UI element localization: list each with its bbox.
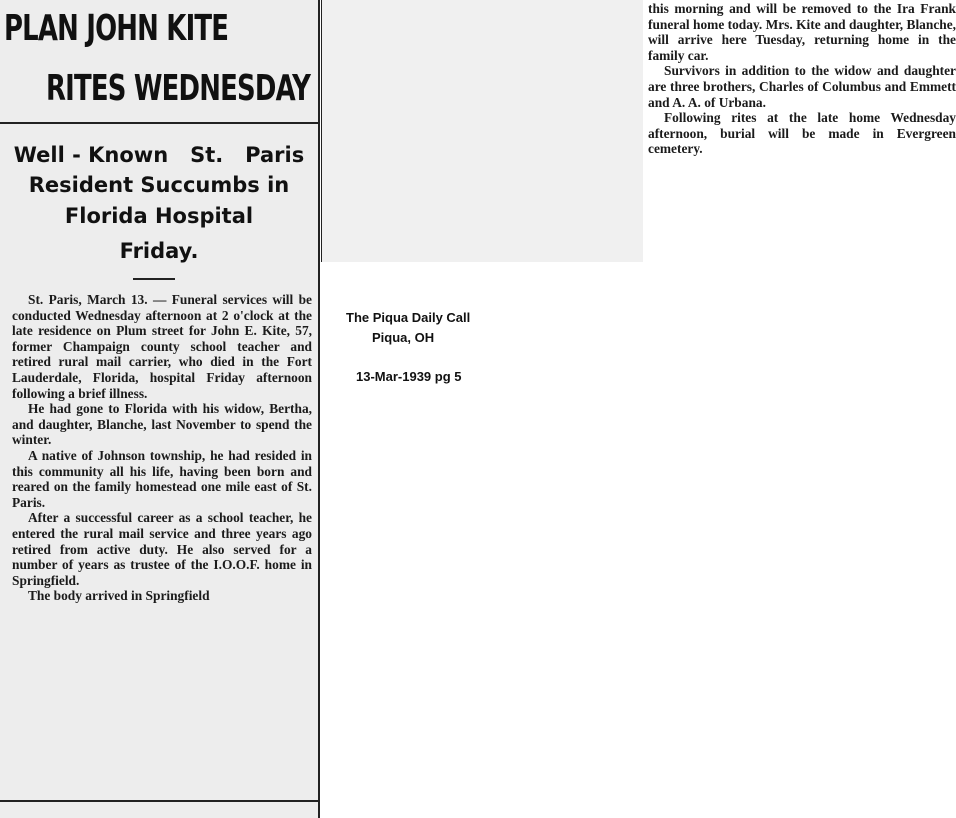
headline-rule (0, 122, 318, 124)
paragraph: The body arrived in Springfield (28, 588, 210, 604)
paragraph: A native of Johnson township, he had resided in this community all his life, having been born and reared on the family homestead one mile east of St. Paris. (12, 447, 312, 510)
subheadline-line-2: Resident Succumbs in (28, 173, 290, 197)
headline-line-1: PLAN JOHN KITE (4, 8, 229, 49)
article-clipping-left (0, 0, 320, 818)
article-body-left (12, 292, 312, 604)
paragraph: Survivors in addition to the widow and daughter are three brothers, Charles of Columbus and Emmett and A. A. of Urbana. (648, 63, 956, 110)
subheadline-line-4: Friday. (119, 239, 199, 263)
paragraph: this morning and will be removed to the Ira Frank funeral home today. Mrs. Kite and daughter, Blanche, will arrive here Tuesday, returning home in the family car. (648, 1, 956, 63)
bottom-rule (0, 800, 318, 802)
short-divider (133, 278, 175, 280)
caption-location: Piqua, OH (372, 330, 435, 345)
article-clipping-right (321, 0, 956, 262)
headline-line-2: RITES WEDNESDAY (46, 68, 311, 109)
caption-date-page: 13-Mar-1939 pg 5 (356, 369, 462, 384)
article-body-right (648, 1, 956, 157)
paragraph: After a successful career as a school teacher, he entered the rural mail service and three years ago retired from active duty. He also served for a number of years as trustee of the I.O.O.F. home in Springfield. (12, 510, 312, 588)
subheadline-line-1: Well - Known St. Paris (13, 143, 305, 167)
subheadline-line-3: Florida Hospital (64, 204, 254, 228)
caption-newspaper: The Piqua Daily Call (346, 310, 471, 325)
paragraph: He had gone to Florida with his widow, Bertha, and daughter, Blanche, last November to spend the winter. (12, 401, 312, 448)
paragraph: Following rites at the late home Wednesday afternoon, burial will be made in Evergreen cemetery. (648, 110, 956, 157)
paragraph: St. Paris, March 13. — Funeral services will be conducted Wednesday afternoon at 2 o'clock at the late residence on Plum street for John E. Kite, 57, former Champaign county school teacher and retired rural mail carrier, who died in the Fort Lauderdale, Florida, hospital Friday afternoon following a brief illness. (12, 292, 312, 401)
